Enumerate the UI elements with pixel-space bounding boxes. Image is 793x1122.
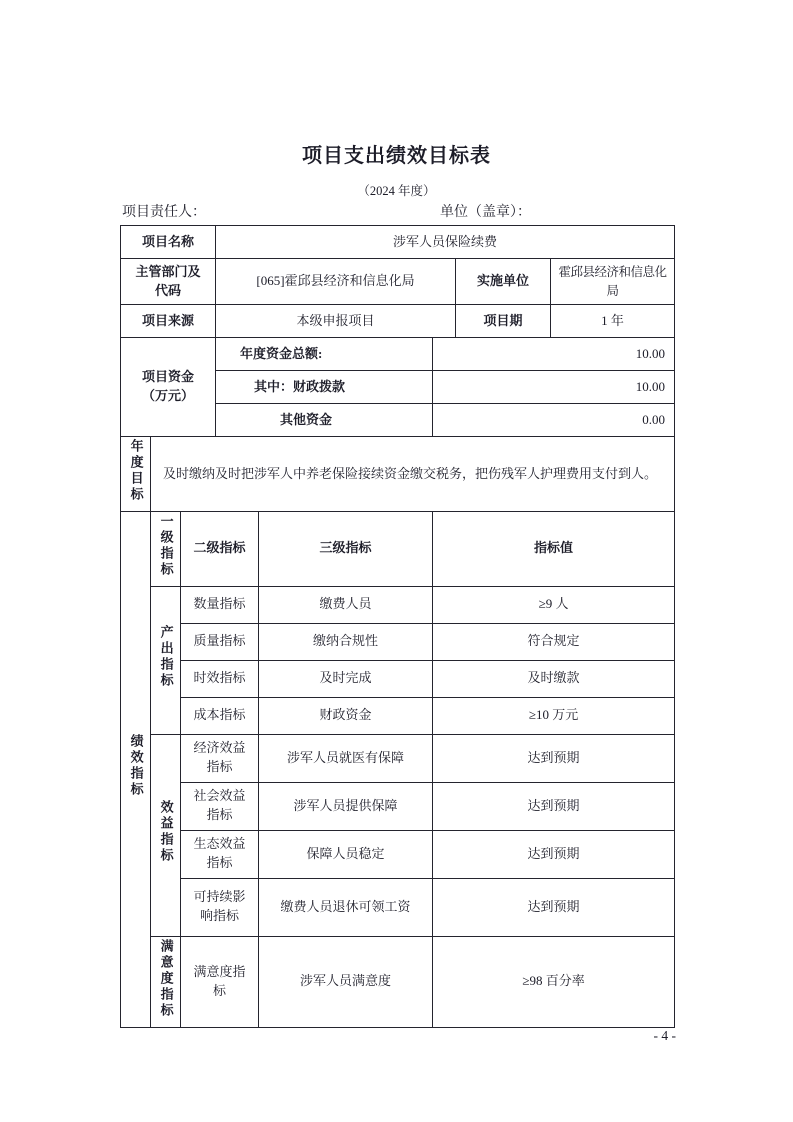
group-output-label — [151, 586, 181, 734]
value-cell: 达到预期 — [433, 782, 675, 830]
fund-fiscal-value: 10.00 — [433, 371, 675, 404]
level2-cell: 成本指标 — [181, 697, 259, 734]
indicator-row — [121, 586, 675, 623]
group-benefit-label — [151, 734, 181, 936]
fund-other-value: 0.00 — [433, 404, 675, 437]
annual-goal-label-text: 年度目标 — [128, 439, 144, 503]
fund-total-label: 年度资金总额: — [216, 338, 433, 371]
level2-cell: 社会效益指标 — [181, 782, 259, 830]
indicator-row — [121, 697, 675, 734]
level2-header: 二级指标 — [181, 511, 259, 586]
level3-cell: 缴费人员退休可领工资 — [259, 878, 433, 936]
performance-section-label-text: 绩效指标 — [128, 734, 144, 799]
level1-header-text: 一级指标 — [158, 513, 174, 578]
level2-cell: 数量指标 — [181, 586, 259, 623]
performance-target-table — [120, 225, 675, 1028]
level2-cell: 经济效益指标 — [181, 734, 259, 782]
project-fund-label-line1: 项目资金 — [142, 369, 195, 385]
source-row — [121, 305, 675, 338]
page-subtitle: （2024 年度） — [357, 184, 436, 198]
level2-cell: 时效指标 — [181, 660, 259, 697]
fund-total-value: 10.00 — [433, 338, 675, 371]
page-title: 项目支出绩效目标表 — [302, 145, 491, 167]
level3-cell: 财政资金 — [259, 697, 433, 734]
responsible-person-label: 项目责任人： — [122, 205, 206, 220]
level1-header — [151, 511, 181, 586]
value-cell: 达到预期 — [433, 830, 675, 878]
group-output-label-text: 产出指标 — [158, 625, 174, 690]
group-satisfaction-label-text: 满意度指标 — [158, 938, 174, 1019]
value-cell: ≥10 万元 — [433, 697, 675, 734]
project-source-label: 项目来源 — [121, 305, 216, 338]
level3-cell: 缴费人员 — [259, 586, 433, 623]
project-source-value: 本级申报项目 — [216, 305, 456, 338]
fund-total-row — [121, 338, 675, 371]
level3-cell: 保障人员稳定 — [259, 830, 433, 878]
group-satisfaction-label — [151, 936, 181, 1027]
impl-unit-value: 霍邱县经济和信息化局 — [551, 259, 675, 305]
project-period-value: 1 年 — [551, 305, 675, 338]
level2-cell: 满意度指标 — [181, 936, 259, 1027]
project-name-value: 涉军人员保险续费 — [216, 226, 675, 259]
unit-seal-label: 单位（盖章）： — [440, 205, 531, 220]
level3-cell: 涉军人员满意度 — [259, 936, 433, 1027]
level3-header: 三级指标 — [259, 511, 433, 586]
dept-code-label — [121, 259, 216, 305]
value-header: 指标值 — [433, 511, 675, 586]
annual-goal-text: 及时缴纳及时把涉军人中养老保险接续资金缴交税务，把伤残军人护理费用支付到人。 — [151, 437, 675, 512]
level3-cell: 及时完成 — [259, 660, 433, 697]
value-cell: ≥98 百分率 — [433, 936, 675, 1027]
annual-goal-row — [121, 437, 675, 512]
indicator-row — [121, 734, 675, 782]
value-cell: 符合规定 — [433, 623, 675, 660]
page-number: - 4 - — [653, 1028, 676, 1043]
group-benefit-label-text: 效益指标 — [158, 800, 174, 865]
fund-fiscal-label: 其中：财政拨款 — [216, 371, 433, 404]
level2-cell: 生态效益指标 — [181, 830, 259, 878]
project-period-label: 项目期 — [456, 305, 551, 338]
value-cell: 达到预期 — [433, 878, 675, 936]
fund-other-label: 其他资金 — [216, 404, 433, 437]
dept-code-label-line1: 主管部门及 — [135, 263, 201, 279]
level2-cell: 质量指标 — [181, 623, 259, 660]
indicator-row — [121, 660, 675, 697]
project-name-row — [121, 226, 675, 259]
project-name-label: 项目名称 — [121, 226, 216, 259]
project-fund-label — [121, 338, 216, 437]
dept-code-label-line2: 代码 — [155, 282, 182, 298]
project-fund-label-line2: （万元） — [142, 388, 195, 403]
impl-unit-label: 实施单位 — [456, 259, 551, 305]
level3-cell: 涉军人员就医有保障 — [259, 734, 433, 782]
indicator-row — [121, 936, 675, 1027]
value-cell: 达到预期 — [433, 734, 675, 782]
indicator-row — [121, 782, 675, 830]
indicator-row — [121, 830, 675, 878]
value-cell: 及时缴款 — [433, 660, 675, 697]
level2-cell: 可持续影响指标 — [181, 878, 259, 936]
dept-row — [121, 259, 675, 305]
level3-cell: 涉军人员提供保障 — [259, 782, 433, 830]
value-cell: ≥9 人 — [433, 586, 675, 623]
meta-row — [122, 201, 676, 221]
performance-section-label — [121, 511, 151, 1027]
level3-cell: 缴纳合规性 — [259, 623, 433, 660]
annual-goal-label — [121, 437, 151, 512]
dept-code-value: [065]霍邱县经济和信息化局 — [216, 259, 456, 305]
indicator-row — [121, 878, 675, 936]
indicator-header-row — [121, 511, 675, 586]
indicator-row — [121, 623, 675, 660]
